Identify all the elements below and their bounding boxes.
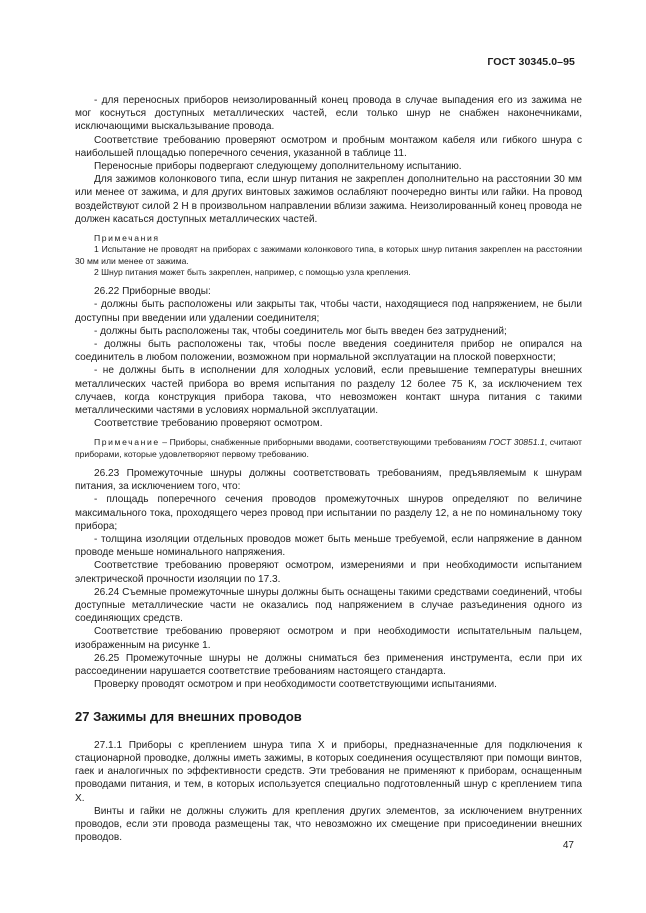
- paragraph: Для зажимов колонкового типа, если шнур питания не закреплен дополнительно на расстоянии 30 мм или менее от зажима, и для других винтовых зажимов ослабляют поочередно винты или гайки. На провод воздействуют силой 2 Н в произвольном направлении вблизи зажима. Неизолированный конец провода не должен касаться доступных металлических частей.: [75, 174, 582, 225]
- clause-heading: 26.24 Съемные промежуточные шнуры должны быть оснащены такими средствами соединений, чтобы доступные металлические части не оказались под напряжением в случае разъединения одного из соединяющих средств.: [75, 586, 582, 625]
- clauses-26-23-to-26-25: [75, 467, 582, 691]
- list-item: - площадь поперечного сечения проводов промежуточных шнуров определяют по величине максимального тока, проходящего через провод при испытании по разделу 12, а не по номинальному току прибора;: [75, 494, 582, 532]
- paragraph: Переносные приборы подвергают следующему дополнительному испытанию.: [94, 161, 462, 173]
- list-item: - не должны быть в исполнении для холодных условий, если превышение температуры внешних металлических частей прибора во время испытания по разделу 12 более 75 К, за исключением тех случаев, когда конструкция прибора такова, что невозможен контакт шнура питания с такими металлическими частями в условиях нормальной эксплуатации.: [75, 365, 582, 417]
- note-label: Примечание: [94, 437, 160, 448]
- note-item: 1 Испытание не проводят на приборах с зажимами колонкового типа, в которых шнур питания закреплен на расстоянии 30 мм или менее от зажима.: [75, 244, 582, 266]
- section-title: 27 Зажимы для внешних проводов: [75, 708, 302, 724]
- list-item: - должны быть расположены так, чтобы после введения соединителя прибор не опирался на соединитель в любом положении, возможном при нормальной эксплуатации на плоской поверхности;: [75, 339, 582, 364]
- paragraph: Винты и гайки не должны служить для крепления других элементов, за исключением внутренних проводов, если эти провода размещены так, что невозможно их смещение при присоединении внешних проводов.: [75, 805, 582, 844]
- paragraph: 27.1.1 Приборы с креплением шнура типа X и приборы, предназначенные для подключения к стационарной проводке, должны иметь зажимы, в которых соединения осуществляют при помощи винтов, гаек и аналогичных по эффективности средств. Эти требования не применяют к приборам, оснащенным проводами питания, и тем, в которых используется специально подготовленный шнур с креплением типа X.: [75, 739, 582, 804]
- clause-heading: 26.22 Приборные вводы:: [94, 286, 211, 298]
- clause-heading: 26.23 Промежуточные шнуры должны соответствовать требованиям, предъявляемым к шнурам питания, за исключением того, что:: [75, 468, 582, 493]
- note-text: Приборы, снабженные приборными вводами, соответствующими требованиям: [169, 437, 487, 448]
- list-item: - толщина изоляции отдельных проводов может быть меньше требуемой, если напряжение в данном проводе меньше номинального напряжения.: [75, 534, 582, 559]
- paragraph: - для переносных приборов неизолированный конец провода в случае выпадения его из зажима не мог коснуться доступных металлических частей, если только шнур не снабжен наконечниками, исключающими выскальзывание провода.: [75, 95, 582, 133]
- notes-block: [75, 233, 582, 278]
- paragraph: Соответствие требованию проверяют осмотром.: [94, 418, 323, 430]
- clause-heading: 26.25 Промежуточные шнуры не должны сниматься без применения инструмента, если при их рассоединении нарушается соответствие требованиям настоящего стандарта.: [75, 652, 582, 678]
- note-26-22: [75, 437, 582, 460]
- page-content: [75, 94, 582, 844]
- note-dash: –: [159, 437, 170, 448]
- paragraph: Соответствие требованию проверяют осмотром, измерениями и при необходимости испытанием электрической прочности изоляции по 17.3.: [75, 560, 582, 585]
- note-item: 2 Шнур питания может быть закреплен, например, с помощью узла крепления.: [94, 266, 411, 277]
- clause-26-22: [75, 285, 582, 430]
- standard-header: ГОСТ 30345.0–95: [487, 56, 575, 68]
- paragraph: Проверку проводят осмотром и при необходимости соответствующими испытаниями.: [94, 679, 497, 691]
- paragraph: Соответствие требованию проверяют осмотром и пробным монтажом кабеля или гибкого шнура с наибольшей площадью поперечного сечения, указанной в таблице 11.: [75, 134, 582, 159]
- note-reference: ГОСТ 30851.1: [488, 437, 545, 448]
- note-tail: , считают приборами, которые удовлетворяют первому требованию.: [75, 437, 582, 459]
- paragraph: Соответствие требованию проверяют осмотром и при необходимости испытательным пальцем, изображенным на рисунке 1.: [75, 626, 582, 651]
- list-item: - должны быть расположены или закрыты так, чтобы части, находящиеся под напряжением, не были доступны при введении или удалении соединителя;: [75, 299, 582, 324]
- list-item: - должны быть расположены так, чтобы соединитель мог быть введен без затруднений;: [94, 325, 507, 337]
- notes-title: Примечания: [94, 233, 160, 244]
- page-number: 47: [562, 840, 574, 851]
